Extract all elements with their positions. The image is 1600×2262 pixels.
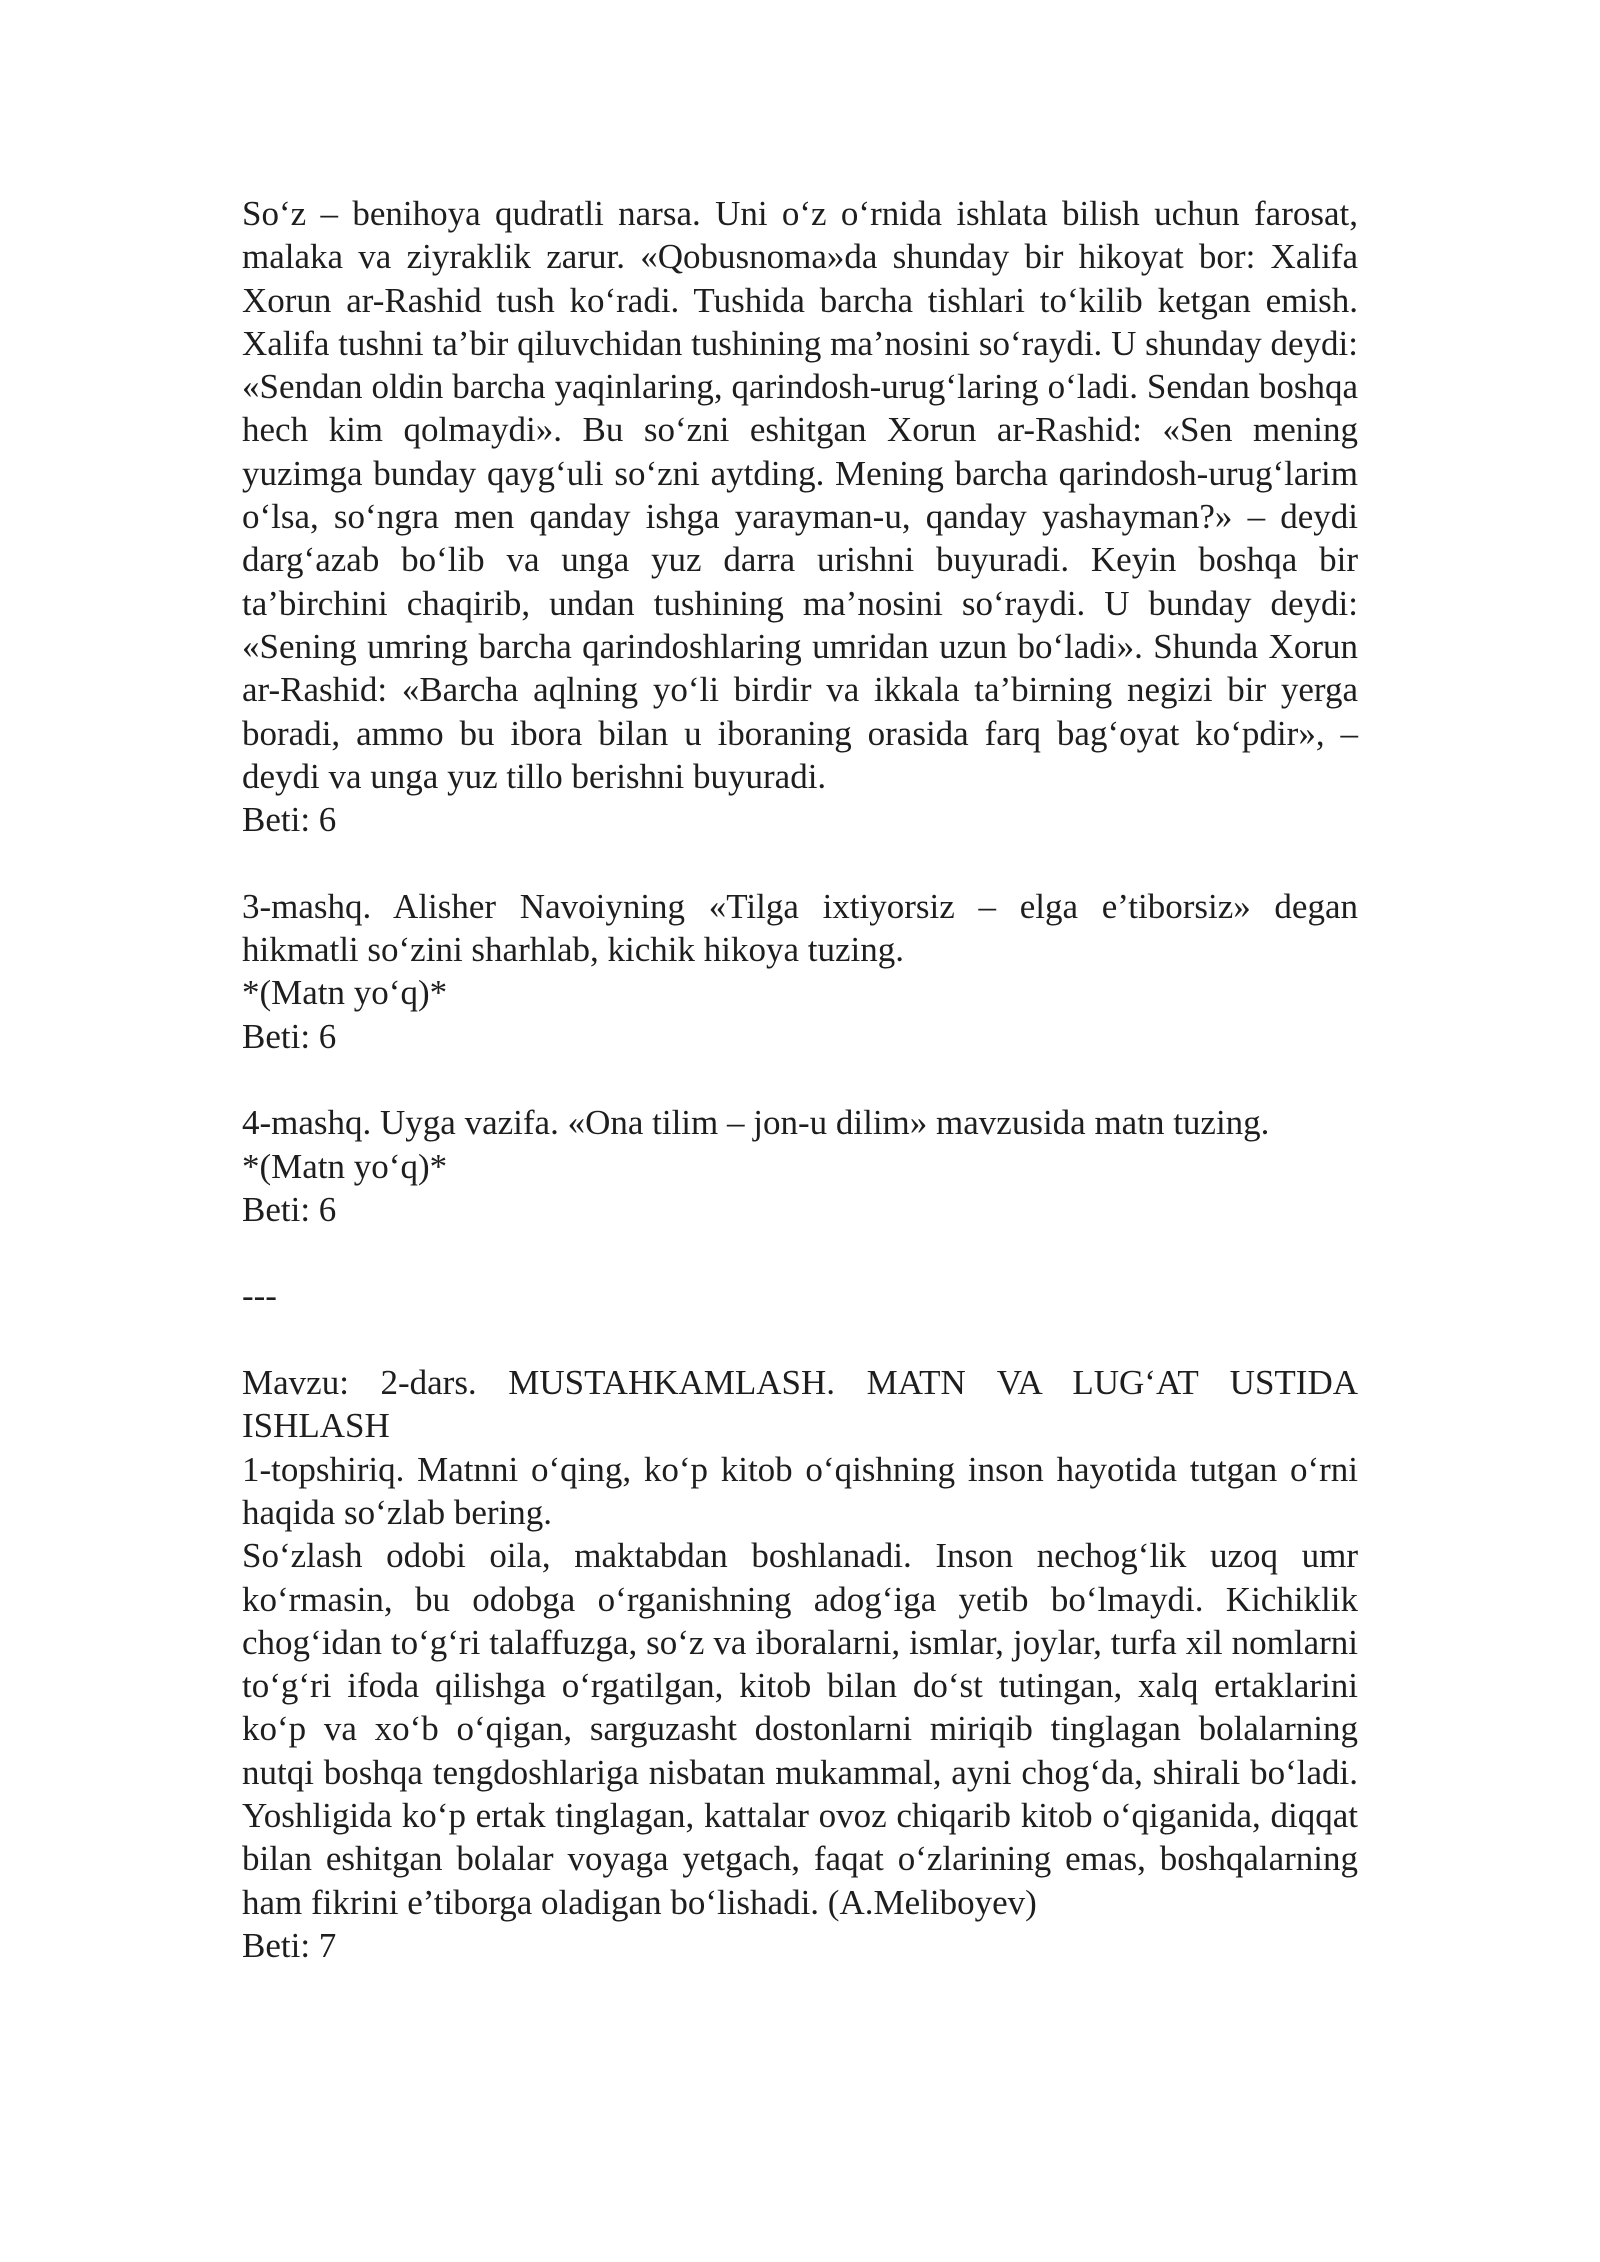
- page-reference: Beti: 6: [242, 1189, 337, 1229]
- exercise-4-note: *(Matn yo‘q)*: [242, 1146, 448, 1186]
- document-page: [242, 192, 1358, 1967]
- spacer: [242, 1231, 1358, 1274]
- lesson-body-paragraph: So‘zlash odobi oila, maktabdan boshlanadi. Inson nechog‘lik uzoq umr ko‘rmasin, bu odobga o‘rganishning adog‘iga yetib bo‘lmaydi. Kichiklik chog‘idan to‘g‘ri talaffuzga, so‘z va iboralarni, ismlar, joylar, turfa xil nomlarni to‘g‘ri ifoda qilishga o‘rgatilgan, kitob bilan do‘st tutingan, xalq ertaklarini ko‘p va xo‘b o‘qigan, sarguzasht dostonlarni miriqib tinglagan bolalarning nutqi boshqa tengdoshlariga nisbatan mukammal, ayni chog‘da, shirali bo‘ladi. Yoshligida ko‘p ertak tinglagan, kattalar ovoz chiqarib kitob o‘qiganida, diqqat bilan eshitgan bolalar voyaga yetgach, faqat o‘zlarining emas, boshqalarning ham fikrini e’tiborga oladigan bo‘lishadi. (A.Meliboyev): [242, 1536, 1358, 1922]
- section-separator: ---: [242, 1276, 277, 1316]
- spacer: [242, 1318, 1358, 1361]
- page-reference: Beti: 6: [242, 1016, 337, 1056]
- exercise-3-note: *(Matn yo‘q)*: [242, 973, 448, 1013]
- page-reference: Beti: 6: [242, 800, 337, 840]
- exercise-4-text: 4-mashq. Uyga vazifa. «Ona tilim – jon-u dilim» mavzusida matn tuzing.: [242, 1103, 1270, 1143]
- spacer: [242, 1058, 1358, 1101]
- task-1-text: 1-topshiriq. Matnni o‘qing, ko‘p kitob o‘qishning inson hayotida tutgan o‘rni haqida so‘zlab bering.: [242, 1449, 1358, 1532]
- exercise-3-text: 3-mashq. Alisher Navoiyning «Tilga ixtiyorsiz – elga e’tiborsiz» degan hikmatli so‘zini sharhlab, kichik hikoya tuzing.: [242, 886, 1358, 970]
- lesson-topic-heading: Mavzu: 2-dars. MUSTAHKAMLASH. MATN VA LUG‘AT USTIDA ISHLASH: [242, 1363, 1358, 1446]
- paragraph-intro: So‘z – benihoya qudratli narsa. Uni o‘z o‘rnida ishlata bilish uchun farosat, malaka va ziyraklik zarur. «Qobusnoma»da shunday bir hikoyat bor: Xalifa Xorun ar-Rashid tush ko‘radi. Tushida barcha tishlari to‘kilib ketgan emish. Xalifa tushni ta’bir qiluvchidan tushining ma’nosini so‘raydi. U shunday deydi: «Sendan oldin barcha yaqinlaring, qarindosh-urug‘laring o‘ladi. Sendan boshqa hech kim qolmaydi». Bu so‘zni eshitgan Xorun ar-Rashid: «Sen mening yuzimga bunday qayg‘uli so‘zni aytding. Mening barcha qarindosh-urug‘larim o‘lsa, so‘ngra men qanday ishga yarayman-u, qanday yashayman?» – deydi darg‘azab bo‘lib va unga yuz darra urishni buyuradi. Keyin boshqa bir ta’birchini chaqirib, undan tushining ma’nosini so‘raydi. U bunday deydi: «Sening umring barcha qarindoshlaring umridan uzun bo‘ladi». Shunda Xorun ar-Rashid: «Barcha aqlning yo‘li birdir va ikkala ta’birning negizi bir yerga boradi, ammo bu ibora bilan u iboraning orasida farq bag‘oyat ko‘pdir», – deydi va unga yuz tillo berishni buyuradi.: [242, 194, 1358, 796]
- spacer: [242, 841, 1358, 884]
- page-reference: Beti: 7: [242, 1925, 337, 1965]
